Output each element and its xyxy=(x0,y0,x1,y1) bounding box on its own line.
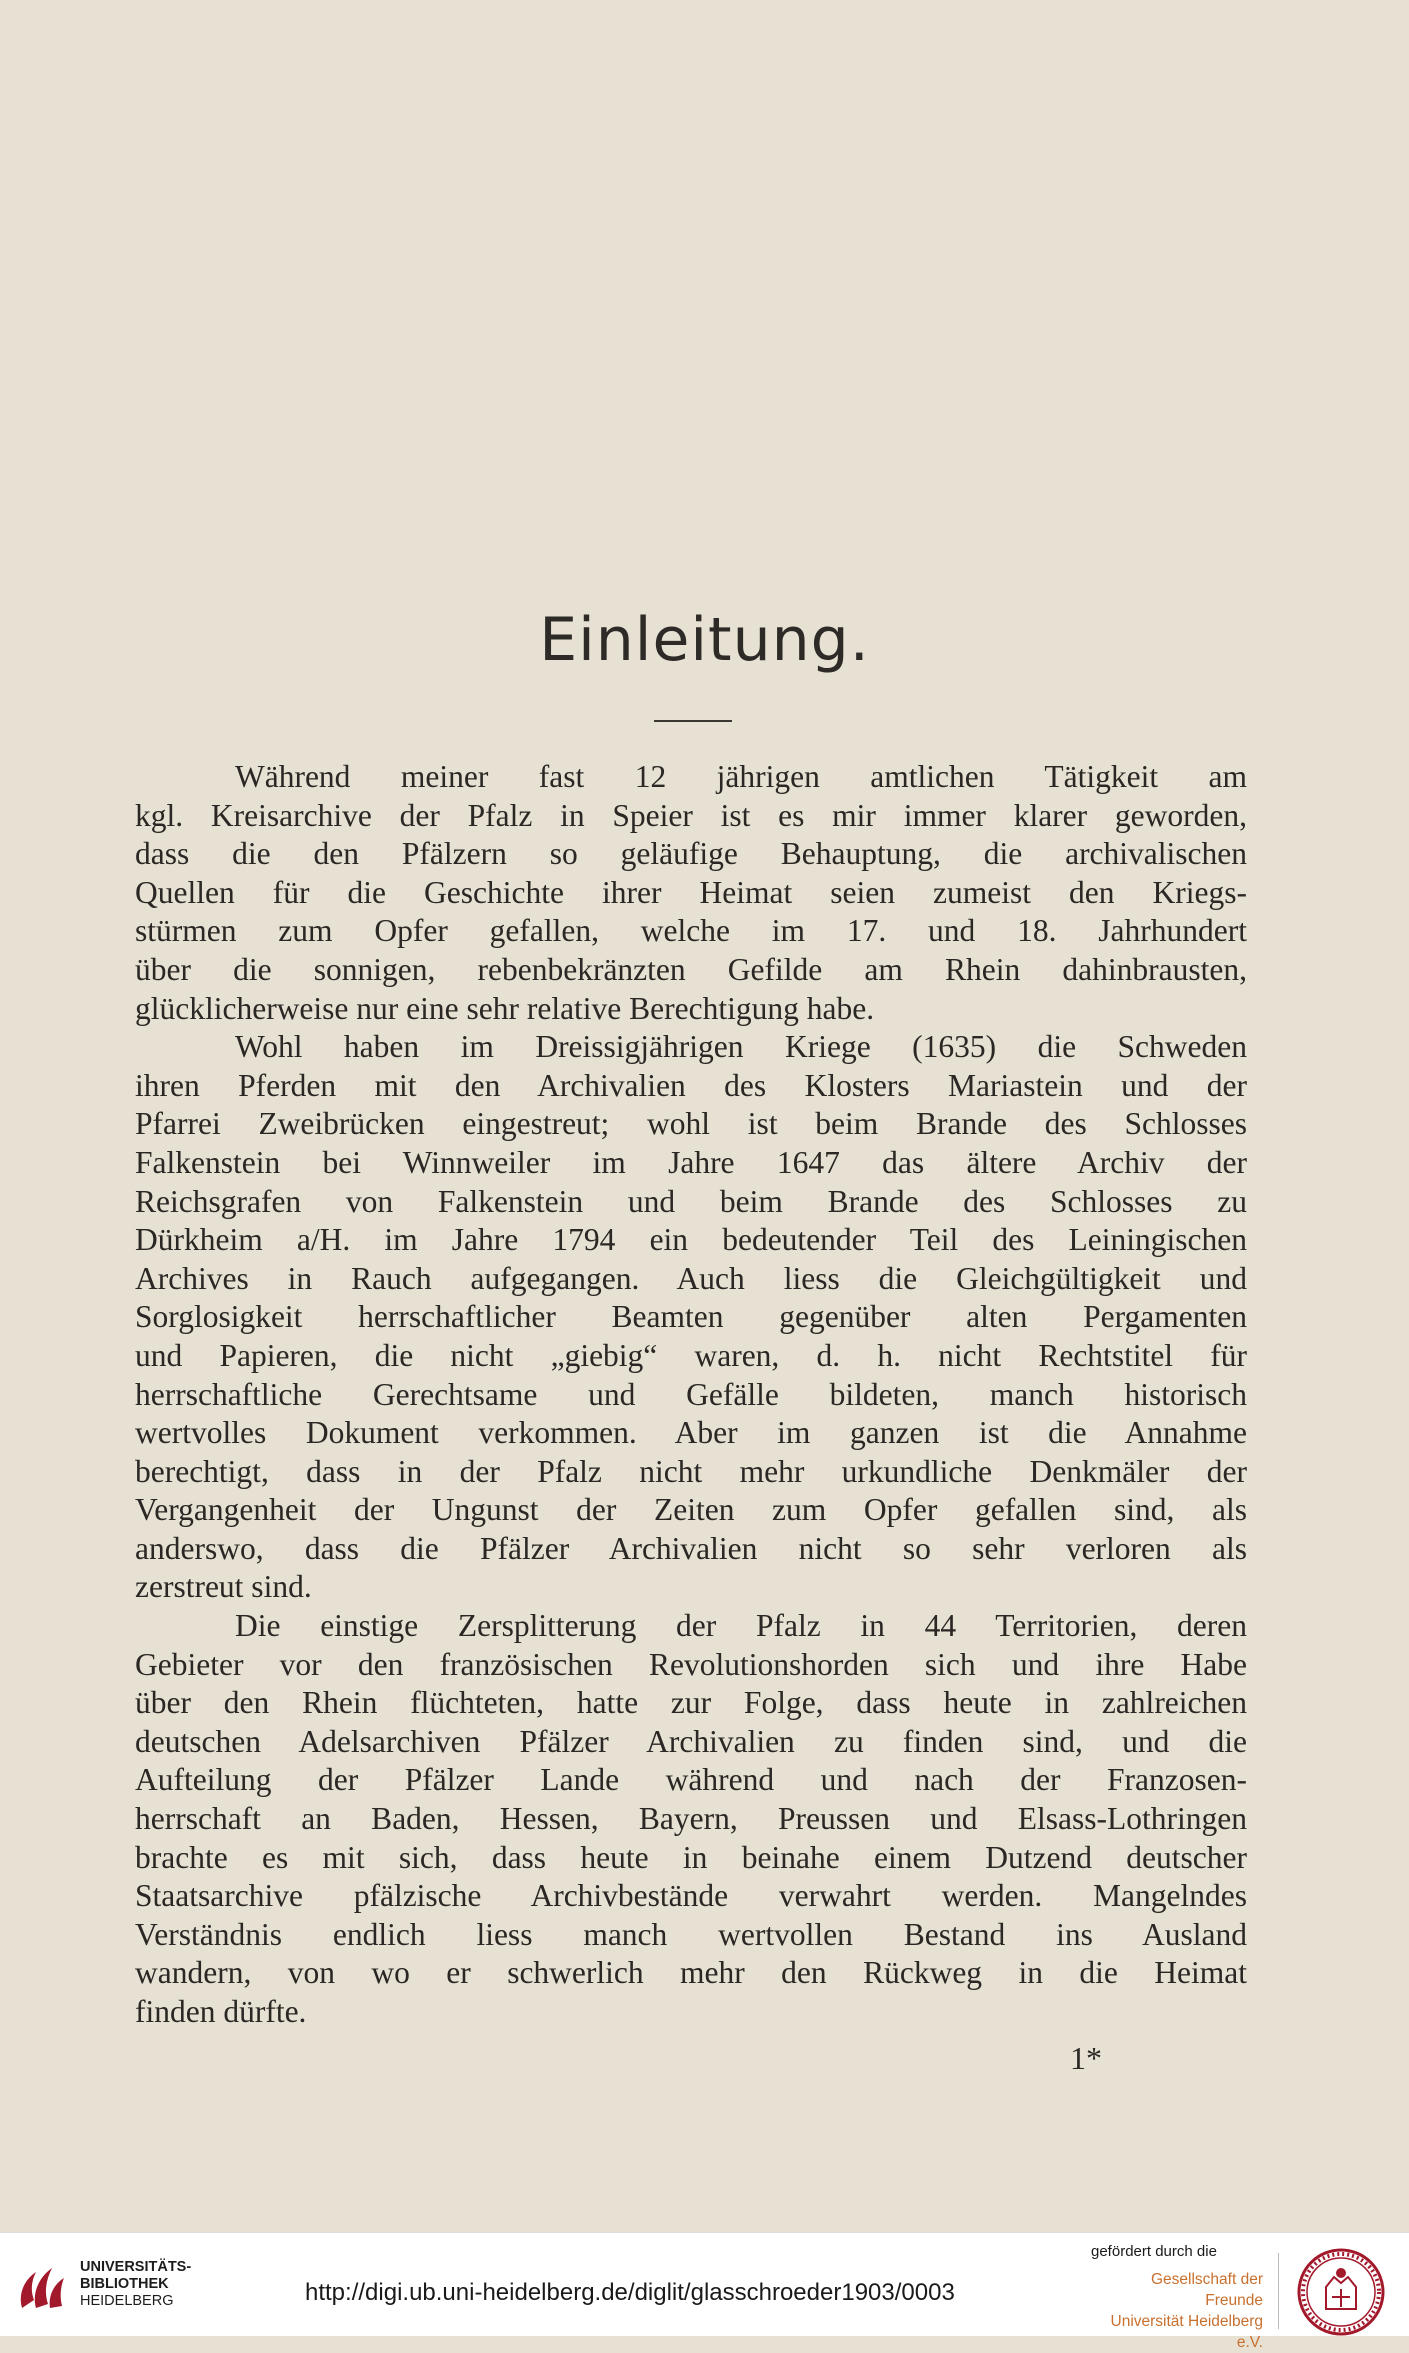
funder-line: Universität Heidelberg e.V. xyxy=(1110,2313,1263,2351)
text-line: finden dürfte. xyxy=(135,1994,307,2029)
text-line: Dürkheim a/H. im Jahre 1794 ein bedeutender Teil des Leiningischen xyxy=(135,1222,1247,1258)
footer-divider xyxy=(1278,2253,1279,2329)
text-line: Sorglosigkeit herrschaftlicher Beamten gegenüber alten Pergamenten xyxy=(135,1299,1247,1335)
text-line: Während meiner fast 12 jährigen amtlichen Tätigkeit am xyxy=(235,759,1247,794)
paragraph xyxy=(135,1607,1247,2032)
text-line: herrschaftliche Gerechtsame und Gefälle bildeten, manch historisch xyxy=(135,1376,1247,1412)
paragraph xyxy=(135,758,1247,1028)
heading-divider xyxy=(654,720,732,722)
text-line: anderswo, dass die Pfälzer Archivalien nicht so sehr verloren als xyxy=(135,1530,1247,1566)
page-heading: Einleitung. xyxy=(539,605,870,675)
text-line: dass die den Pfälzern so geläufige Behauptung, die archivalischen xyxy=(135,836,1247,872)
paragraph xyxy=(135,1028,1247,1607)
text-line: wertvolles Dokument verkommen. Aber im ganzen ist die Annahme xyxy=(135,1415,1247,1451)
library-line: HEIDELBERG xyxy=(80,2293,174,2309)
text-line: Pfarrei Zweibrücken eingestreut; wohl ist beim Brande des Schlosses xyxy=(135,1106,1247,1142)
text-line: Reichsgrafen von Falkenstein und beim Brande des Schlosses zu xyxy=(135,1183,1247,1219)
text-line: glücklicherweise nur eine sehr relative Berechtigung habe. xyxy=(135,990,875,1026)
text-line: Archives in Rauch aufgegangen. Auch liess die Gleichgültigkeit und xyxy=(135,1260,1247,1296)
text-line: zerstreut sind. xyxy=(135,1569,312,1605)
text-line: Staatsarchive pfälzische Archivbestände verwahrt werden. Mangelndes xyxy=(135,1878,1247,1914)
text-line: Falkenstein bei Winnweiler im Jahre 1647 das ältere Archiv der xyxy=(135,1144,1247,1180)
ub-heidelberg-logo-icon xyxy=(14,2258,70,2314)
permalink-url[interactable]: http://digi.ub.uni-heidelberg.de/diglit/glasschroeder1903/0003 xyxy=(305,2279,955,2306)
text-line: ihren Pferden mit den Archivalien des Klosters Mariastein und der xyxy=(135,1067,1247,1103)
text-line: Verständnis endlich liess manch wertvollen Bestand ins Ausland xyxy=(135,1916,1247,1952)
text-line: über den Rhein flüchteten, hatte zur Folge, dass heute in zahlreichen xyxy=(135,1685,1247,1721)
text-line: und Papieren, die nicht „giebig“ waren, d. h. nicht Rechtstitel für xyxy=(135,1337,1247,1373)
text-line: Wohl haben im Dreissigjährigen Kriege (1635) die Schweden xyxy=(235,1029,1247,1065)
library-line: UNIVERSITÄTS- xyxy=(80,2259,192,2275)
text-line: Aufteilung der Pfälzer Lande während und nach der Franzosen- xyxy=(135,1762,1247,1798)
text-line: herrschaft an Baden, Hessen, Bayern, Preussen und Elsass-Lothringen xyxy=(135,1801,1247,1837)
text-line: Gebieter vor den französischen Revolutionshorden sich und ihre Habe xyxy=(135,1646,1247,1682)
library-line: BIBLIOTHEK xyxy=(80,2276,169,2292)
text-line: brachte es mit sich, dass heute in beinahe einem Dutzend deutscher xyxy=(135,1839,1247,1875)
university-seal-icon xyxy=(1296,2247,1386,2337)
library-name xyxy=(80,2259,191,2310)
text-line: Vergangenheit der Ungunst der Zeiten zum Opfer gefallen sind, als xyxy=(135,1492,1247,1528)
funder-line: Gesellschaft der Freunde xyxy=(1151,2271,1263,2309)
funder-label: gefördert durch die xyxy=(1091,2243,1217,2260)
text-line: Die einstige Zersplitterung der Pfalz in 44 Territorien, deren xyxy=(235,1608,1247,1644)
text-line: über die sonnigen, rebenbekränzten Gefilde am Rhein dahinbrausten, xyxy=(135,951,1247,987)
footer-bar xyxy=(0,2232,1409,2351)
text-line: Quellen für die Geschichte ihrer Heimat seien zumeist den Kriegs- xyxy=(135,874,1247,910)
text-line: kgl. Kreisarchive der Pfalz in Speier ist es mir immer klarer geworden, xyxy=(135,797,1247,833)
page-number: 1* xyxy=(1070,2040,1102,2076)
text-line: wandern, von wo er schwerlich mehr den Rückweg in die Heimat xyxy=(135,1955,1247,1991)
body-text xyxy=(135,758,1247,2032)
text-line: berechtigt, dass in der Pfalz nicht mehr urkundliche Denkmäler der xyxy=(135,1453,1247,1489)
text-line: stürmen zum Opfer gefallen, welche im 17. und 18. Jahrhundert xyxy=(135,913,1247,949)
funder-name xyxy=(1091,2269,1263,2353)
text-line: deutschen Adelsarchiven Pfälzer Archivalien zu finden sind, und die xyxy=(135,1723,1247,1759)
